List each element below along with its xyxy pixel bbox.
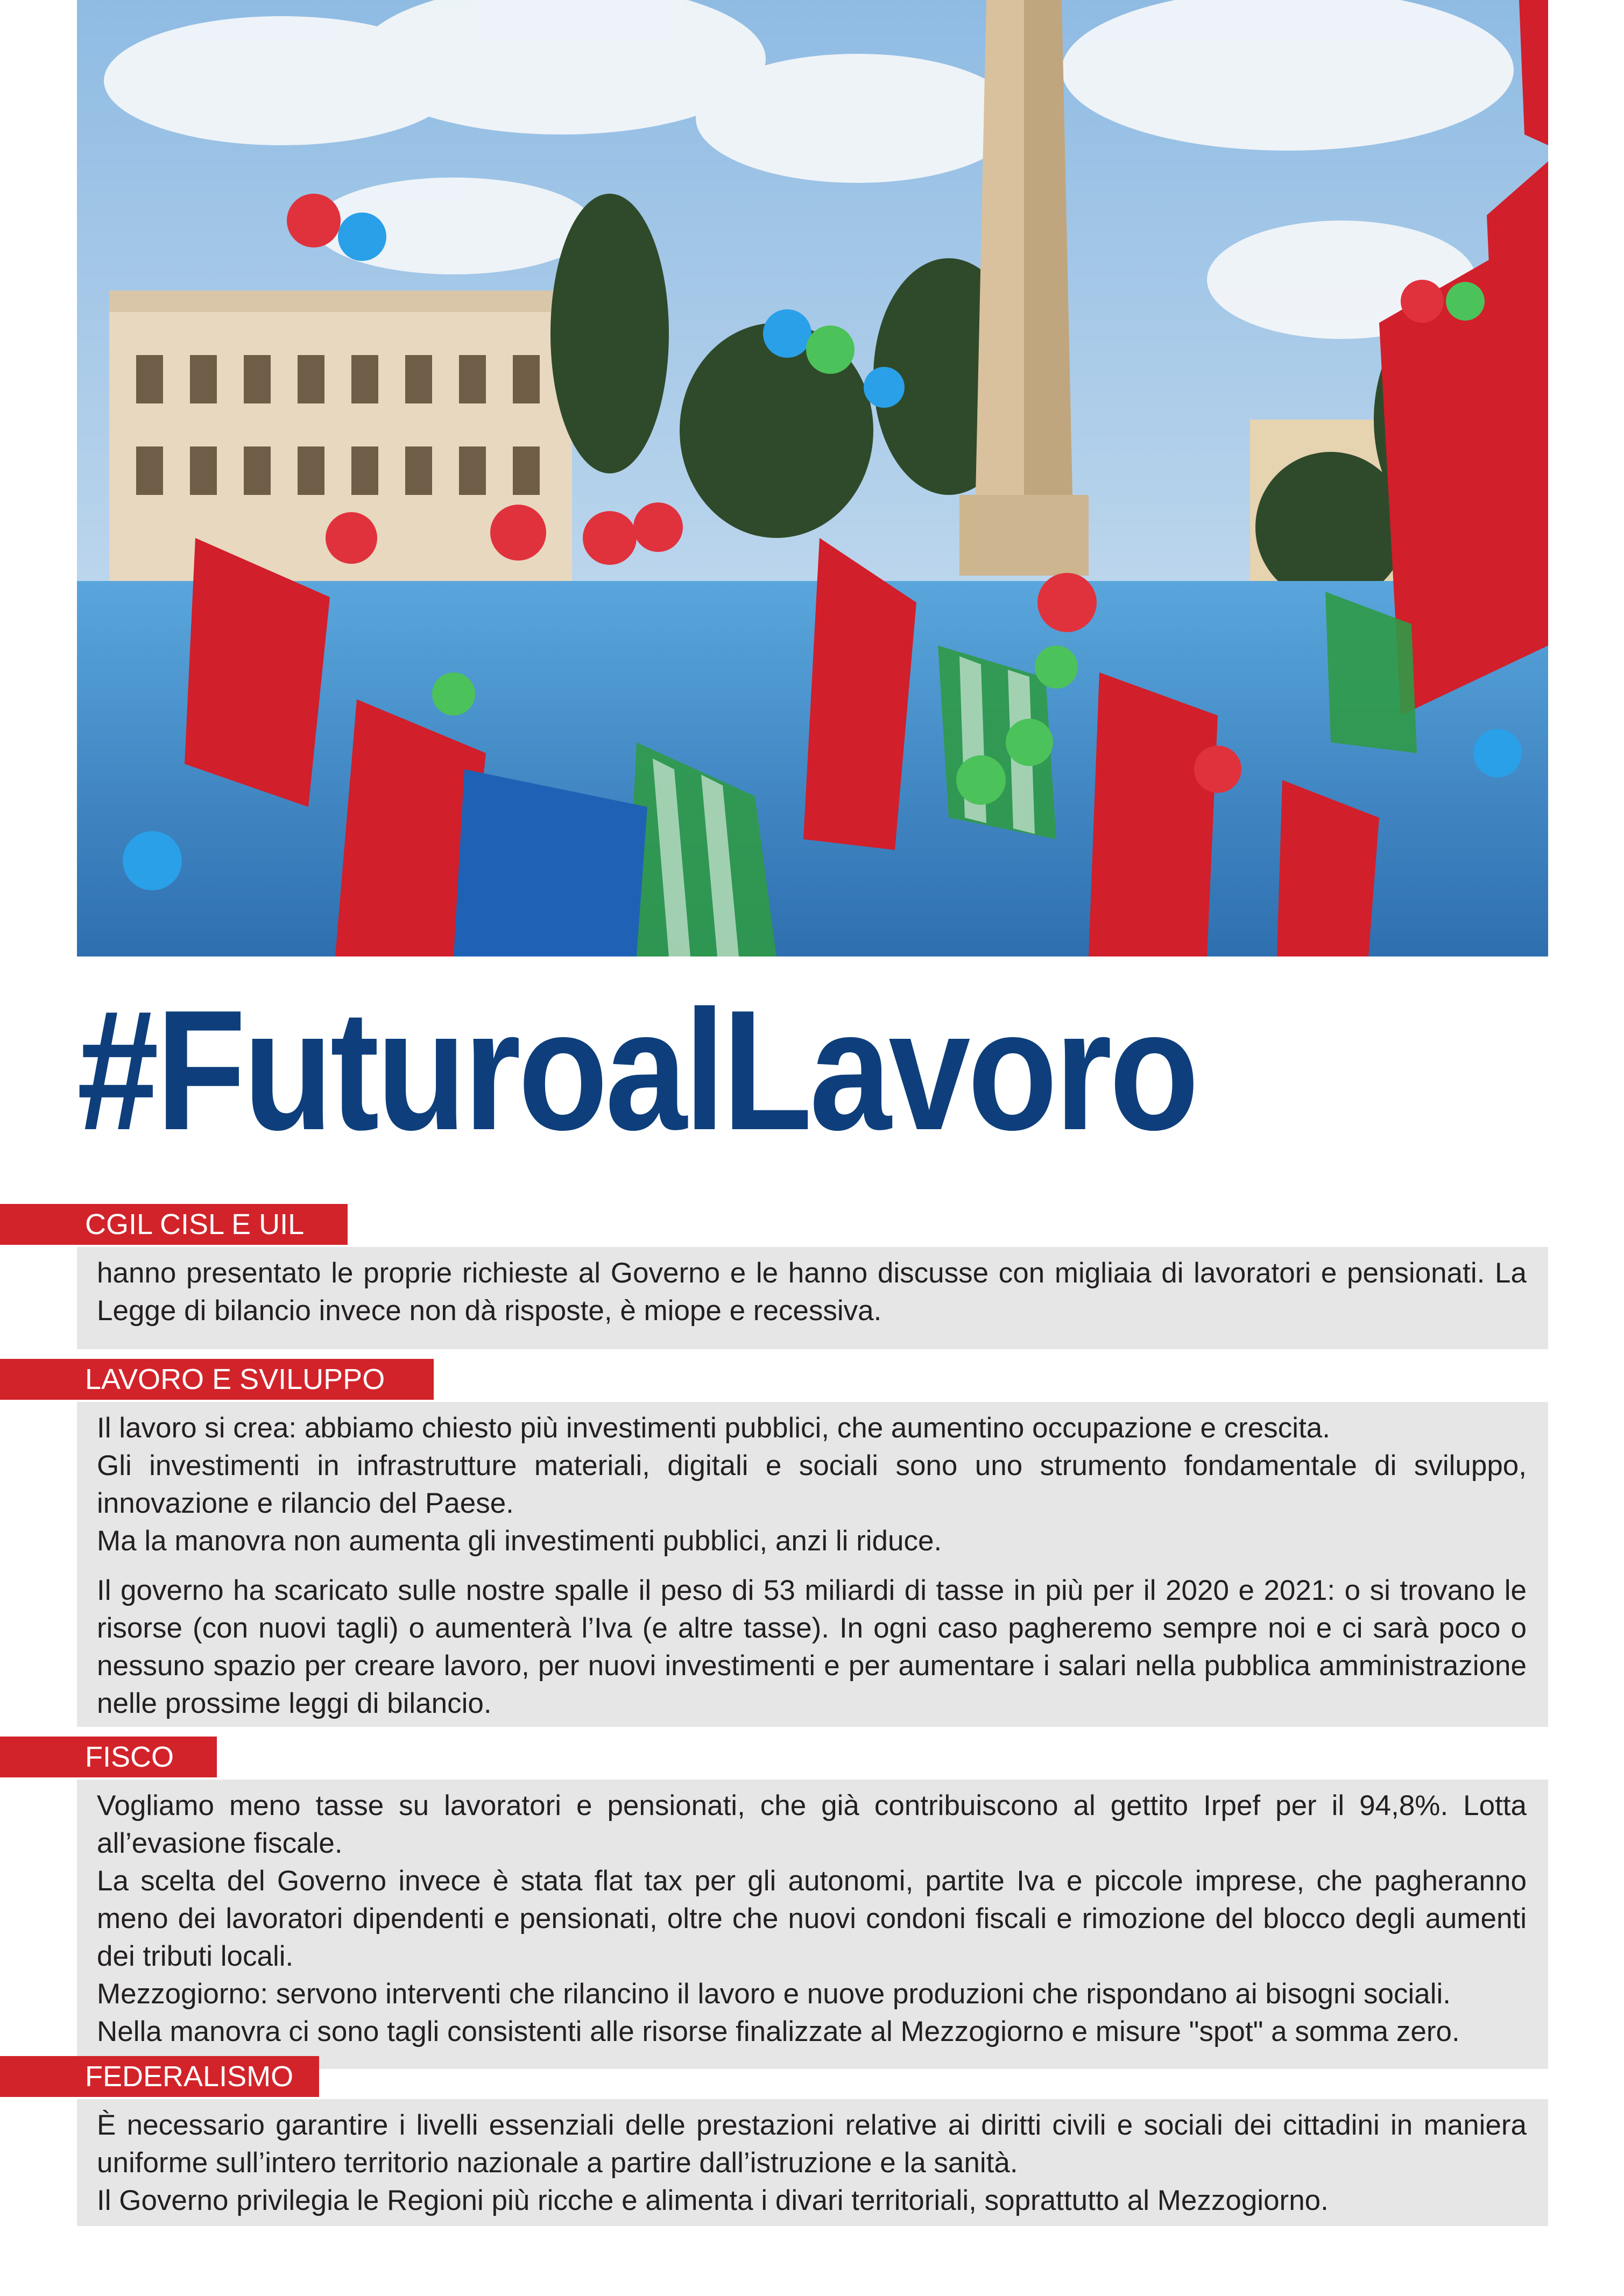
demonstration-photo (77, 0, 1548, 956)
section-body-federalismo (77, 2099, 1548, 2226)
section-body-cgil-cisl-uil (77, 1247, 1548, 1349)
section-body-fisco (77, 1780, 1548, 2069)
paragraph: Vogliamo meno tasse su lavoratori e pensionati, che già contribuiscono al gettito Irpef per il 94,8%. Lotta all’evasione fiscale. (97, 1790, 1527, 1859)
paragraph: Nella manovra ci sono tagli consistenti alle risorse finalizzate al Mezzogiorno e misure "spot" a somma zero. (97, 2016, 1460, 2047)
paragraph: Il Governo privilegia le Regioni più ricche e alimenta i divari territoriali, soprattutto al Mezzogiorno. (97, 2185, 1329, 2216)
paragraph: Mezzogiorno: servono interventi che rilancino il lavoro e nuove produzioni che rispondano ai bisogni sociali. (97, 1978, 1451, 2010)
paragraph: Gli investimenti in infrastrutture materiali, digitali e sociali sono uno strumento fondamentale di sviluppo, innovazione e rilancio del Paese. (97, 1450, 1527, 1519)
section-body-lavoro-sviluppo (77, 1402, 1548, 1727)
paragraph: È necessario garantire i livelli essenziali delle prestazioni relative ai diritti civili e sociali dei cittadini in maniera uniforme sull’intero territorio nazionale a partire dall’istruzione e la sanità. (97, 2109, 1527, 2179)
paragraph: Il governo ha scaricato sulle nostre spalle il peso di 53 miliardi di tasse in più per il 2020 e 2021: o si trovano le risorse (con nuovi tagli) o aumenterà l’Iva (e altre tasse). In ogni caso pagheremo sempre noi e ci sarà poco o nessuno spazio per creare lavoro, per nuovi investimenti e per aumentare i salari nella pubblica amministrazione nelle prossime leggi di bilancio. (97, 1575, 1527, 1719)
section-title-federalismo: FEDERALISMO (0, 2056, 319, 2097)
section-title-cgil-cisl-uil: CGIL CISL E UIL (0, 1204, 348, 1245)
section-title-fisco: FISCO (0, 1737, 217, 1777)
paragraph: Il lavoro si crea: abbiamo chiesto più investimenti pubblici, che aumentino occupazione e crescita. (97, 1412, 1330, 1444)
paragraph: hanno presentato le proprie richieste al Governo e le hanno discusse con migliaia di lavoratori e pensionati. La Legge di bilancio invece non dà risposte, è miope e recessiva. (97, 1257, 1527, 1327)
paragraph: Ma la manovra non aumenta gli investimenti pubblici, anzi li riduce. (97, 1525, 942, 1557)
section-title-lavoro-sviluppo: LAVORO E SVILUPPO (0, 1359, 434, 1400)
headline: #FuturoalLavoro (77, 975, 1197, 1166)
paragraph: La scelta del Governo invece è stata flat tax per gli autonomi, partite Iva e piccole imprese, che pagheranno meno dei lavoratori dipendenti e pensionati, oltre che nuovi condoni fiscali e rimozione del blocco degli aumenti dei tributi locali. (97, 1865, 1527, 1972)
